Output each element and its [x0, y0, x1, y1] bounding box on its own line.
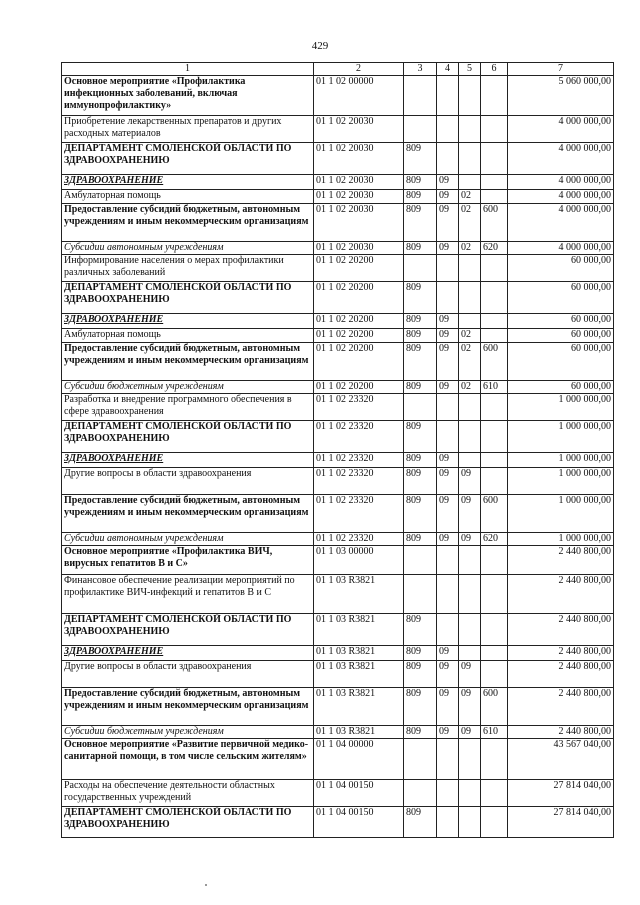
- expense-type-code: [481, 394, 508, 421]
- section-code: 09: [437, 242, 459, 255]
- section-code: [437, 255, 459, 282]
- department-code: 809: [404, 726, 437, 739]
- section-code: [437, 394, 459, 421]
- expense-type-code: 610: [481, 381, 508, 394]
- table-row: [62, 726, 614, 739]
- target-article-code: 01 1 03 R3821: [314, 688, 404, 726]
- department-code: 809: [404, 614, 437, 646]
- department-code: 809: [404, 495, 437, 533]
- target-article-code: 01 1 03 R3821: [314, 726, 404, 739]
- department-code: 809: [404, 688, 437, 726]
- table-row: [62, 76, 614, 116]
- row-label: ДЕПАРТАМЕНТ СМОЛЕНСКОЙ ОБЛАСТИ ПО ЗДРАВООХРАНЕНИЮ: [62, 282, 314, 314]
- column-header: 2: [314, 63, 404, 76]
- section-code: [437, 546, 459, 575]
- target-article-code: 01 1 02 20030: [314, 175, 404, 190]
- section-code: [437, 739, 459, 780]
- section-code: [437, 143, 459, 175]
- section-code: 09: [437, 343, 459, 381]
- department-code: 809: [404, 329, 437, 343]
- row-label: Амбулаторная помощь: [62, 329, 314, 343]
- table-row: [62, 646, 614, 661]
- section-code: 09: [437, 661, 459, 688]
- row-label: Субсидии автономным учреждениям: [62, 242, 314, 255]
- table-row: [62, 453, 614, 468]
- department-code: 809: [404, 242, 437, 255]
- subsection-code: [459, 394, 481, 421]
- row-label: Предоставление субсидий бюджетным, автономным учреждениям и иным некоммерческим организациям: [62, 495, 314, 533]
- section-code: 09: [437, 175, 459, 190]
- target-article-code: 01 1 03 00000: [314, 546, 404, 575]
- table-row: [62, 242, 614, 255]
- amount: 4 000 000,00: [508, 116, 614, 143]
- subsection-code: [459, 546, 481, 575]
- table-row: [62, 495, 614, 533]
- section-code: 09: [437, 533, 459, 546]
- row-label: Финансовое обеспечение реализации мероприятий по профилактике ВИЧ-инфекций и гепатитов В и С: [62, 575, 314, 614]
- column-header: 5: [459, 63, 481, 76]
- amount: 2 440 800,00: [508, 614, 614, 646]
- subsection-code: 02: [459, 381, 481, 394]
- row-label: Разработка и внедрение программного обеспечения в сфере здравоохранения: [62, 394, 314, 421]
- target-article-code: 01 1 02 20200: [314, 314, 404, 329]
- budget-table: [61, 62, 614, 838]
- section-code: 09: [437, 190, 459, 204]
- expense-type-code: [481, 468, 508, 495]
- amount: 43 567 040,00: [508, 739, 614, 780]
- amount: 4 000 000,00: [508, 175, 614, 190]
- department-code: 809: [404, 190, 437, 204]
- row-label: Информирование населения о мерах профилактики различных заболеваний: [62, 255, 314, 282]
- target-article-code: 01 1 02 20030: [314, 204, 404, 242]
- table-row: [62, 394, 614, 421]
- amount: 4 000 000,00: [508, 242, 614, 255]
- section-code: 09: [437, 329, 459, 343]
- table-row: [62, 381, 614, 394]
- table-body: [62, 63, 614, 838]
- target-article-code: 01 1 03 R3821: [314, 575, 404, 614]
- subsection-code: 09: [459, 726, 481, 739]
- department-code: 809: [404, 807, 437, 838]
- amount: 2 440 800,00: [508, 726, 614, 739]
- department-code: 809: [404, 343, 437, 381]
- section-code: 09: [437, 381, 459, 394]
- subsection-code: [459, 314, 481, 329]
- expense-type-code: [481, 190, 508, 204]
- expense-type-code: [481, 143, 508, 175]
- expense-type-code: [481, 76, 508, 116]
- expense-type-code: [481, 175, 508, 190]
- section-code: 09: [437, 204, 459, 242]
- target-article-code: 01 1 02 00000: [314, 76, 404, 116]
- target-article-code: 01 1 04 00000: [314, 739, 404, 780]
- expense-type-code: 620: [481, 533, 508, 546]
- expense-type-code: [481, 546, 508, 575]
- table-row: [62, 329, 614, 343]
- amount: 2 440 800,00: [508, 575, 614, 614]
- row-label: Основное мероприятие «Профилактика инфекционных заболеваний, включая иммунопрофилактику»: [62, 76, 314, 116]
- expense-type-code: 620: [481, 242, 508, 255]
- row-label: Другие вопросы в области здравоохранения: [62, 661, 314, 688]
- table-row: [62, 314, 614, 329]
- target-article-code: 01 1 02 20030: [314, 190, 404, 204]
- department-code: 809: [404, 453, 437, 468]
- row-label: Расходы на обеспечение деятельности областных государственных учреждений: [62, 780, 314, 807]
- department-code: 809: [404, 314, 437, 329]
- column-header: 4: [437, 63, 459, 76]
- department-code: 809: [404, 646, 437, 661]
- department-code: 809: [404, 204, 437, 242]
- department-code: 809: [404, 175, 437, 190]
- expense-type-code: [481, 614, 508, 646]
- section-code: 09: [437, 468, 459, 495]
- subsection-code: [459, 255, 481, 282]
- department-code: 809: [404, 533, 437, 546]
- amount: 60 000,00: [508, 343, 614, 381]
- subsection-code: [459, 807, 481, 838]
- subsection-code: [459, 175, 481, 190]
- amount: 2 440 800,00: [508, 546, 614, 575]
- table-row: [62, 780, 614, 807]
- table-row: [62, 614, 614, 646]
- row-label: ЗДРАВООХРАНЕНИЕ: [62, 175, 314, 190]
- subsection-code: [459, 575, 481, 614]
- expense-type-code: 610: [481, 726, 508, 739]
- section-code: [437, 807, 459, 838]
- amount: 4 000 000,00: [508, 143, 614, 175]
- section-code: [437, 116, 459, 143]
- table-row: [62, 175, 614, 190]
- section-code: 09: [437, 688, 459, 726]
- amount: 60 000,00: [508, 329, 614, 343]
- column-header: 6: [481, 63, 508, 76]
- section-code: 09: [437, 495, 459, 533]
- table-row: [62, 739, 614, 780]
- target-article-code: 01 1 02 23320: [314, 394, 404, 421]
- table-row: [62, 546, 614, 575]
- section-code: [437, 614, 459, 646]
- table-row: [62, 688, 614, 726]
- amount: 27 814 040,00: [508, 780, 614, 807]
- amount: 60 000,00: [508, 255, 614, 282]
- target-article-code: 01 1 02 20030: [314, 242, 404, 255]
- subsection-code: 09: [459, 533, 481, 546]
- section-code: 09: [437, 726, 459, 739]
- row-label: ЗДРАВООХРАНЕНИЕ: [62, 646, 314, 661]
- target-article-code: 01 1 02 20200: [314, 343, 404, 381]
- table-row: [62, 116, 614, 143]
- row-label: Субсидии автономным учреждениям: [62, 533, 314, 546]
- expense-type-code: [481, 314, 508, 329]
- department-code: 809: [404, 661, 437, 688]
- expense-type-code: 600: [481, 495, 508, 533]
- column-header: 1: [62, 63, 314, 76]
- table-row: [62, 421, 614, 453]
- subsection-code: [459, 116, 481, 143]
- scan-speck: [205, 884, 207, 886]
- subsection-code: 09: [459, 468, 481, 495]
- expense-type-code: [481, 255, 508, 282]
- expense-type-code: [481, 453, 508, 468]
- amount: 1 000 000,00: [508, 533, 614, 546]
- department-code: [404, 255, 437, 282]
- target-article-code: 01 1 03 R3821: [314, 646, 404, 661]
- row-label: Основное мероприятие «Развитие первичной медико-санитарной помощи, в том числе сельским жителям»: [62, 739, 314, 780]
- section-code: 09: [437, 314, 459, 329]
- page-number: 429: [311, 40, 329, 52]
- section-code: [437, 575, 459, 614]
- expense-type-code: [481, 739, 508, 780]
- department-code: [404, 739, 437, 780]
- amount: 2 440 800,00: [508, 661, 614, 688]
- table-row: [62, 468, 614, 495]
- amount: 60 000,00: [508, 282, 614, 314]
- target-article-code: 01 1 04 00150: [314, 780, 404, 807]
- subsection-code: [459, 76, 481, 116]
- target-article-code: 01 1 03 R3821: [314, 661, 404, 688]
- target-article-code: 01 1 02 20030: [314, 143, 404, 175]
- amount: 4 000 000,00: [508, 204, 614, 242]
- table-row: [62, 533, 614, 546]
- expense-type-code: 600: [481, 688, 508, 726]
- subsection-code: [459, 282, 481, 314]
- table-row: [62, 343, 614, 381]
- expense-type-code: [481, 807, 508, 838]
- amount: 1 000 000,00: [508, 421, 614, 453]
- department-code: 809: [404, 282, 437, 314]
- target-article-code: 01 1 02 23320: [314, 421, 404, 453]
- department-code: 809: [404, 468, 437, 495]
- amount: 1 000 000,00: [508, 394, 614, 421]
- target-article-code: 01 1 02 20200: [314, 329, 404, 343]
- expense-type-code: [481, 116, 508, 143]
- section-code: [437, 282, 459, 314]
- amount: 2 440 800,00: [508, 688, 614, 726]
- target-article-code: 01 1 02 20200: [314, 381, 404, 394]
- section-code: [437, 76, 459, 116]
- department-code: [404, 546, 437, 575]
- table-header-row: [62, 63, 614, 76]
- section-code: [437, 780, 459, 807]
- expense-type-code: [481, 575, 508, 614]
- amount: 1 000 000,00: [508, 453, 614, 468]
- expense-type-code: [481, 661, 508, 688]
- row-label: ДЕПАРТАМЕНТ СМОЛЕНСКОЙ ОБЛАСТИ ПО ЗДРАВООХРАНЕНИЮ: [62, 614, 314, 646]
- expense-type-code: [481, 780, 508, 807]
- amount: 2 440 800,00: [508, 646, 614, 661]
- row-label: Предоставление субсидий бюджетным, автономным учреждениям и иным некоммерческим организациям: [62, 343, 314, 381]
- column-header: 3: [404, 63, 437, 76]
- section-code: 09: [437, 646, 459, 661]
- subsection-code: 02: [459, 329, 481, 343]
- expense-type-code: [481, 646, 508, 661]
- row-label: Основное мероприятие «Профилактика ВИЧ, вирусных гепатитов В и С»: [62, 546, 314, 575]
- subsection-code: [459, 421, 481, 453]
- row-label: Другие вопросы в области здравоохранения: [62, 468, 314, 495]
- table-row: [62, 575, 614, 614]
- row-label: ЗДРАВООХРАНЕНИЕ: [62, 314, 314, 329]
- expense-type-code: 600: [481, 204, 508, 242]
- subsection-code: 02: [459, 343, 481, 381]
- table-row: [62, 190, 614, 204]
- amount: 60 000,00: [508, 381, 614, 394]
- subsection-code: [459, 646, 481, 661]
- expense-type-code: [481, 421, 508, 453]
- department-code: 809: [404, 421, 437, 453]
- subsection-code: [459, 780, 481, 807]
- subsection-code: 09: [459, 688, 481, 726]
- expense-type-code: 600: [481, 343, 508, 381]
- target-article-code: 01 1 02 20200: [314, 282, 404, 314]
- expense-type-code: [481, 329, 508, 343]
- target-article-code: 01 1 02 23320: [314, 533, 404, 546]
- target-article-code: 01 1 03 R3821: [314, 614, 404, 646]
- expense-type-code: [481, 282, 508, 314]
- section-code: 09: [437, 453, 459, 468]
- subsection-code: [459, 143, 481, 175]
- amount: 27 814 040,00: [508, 807, 614, 838]
- subsection-code: [459, 453, 481, 468]
- department-code: 809: [404, 143, 437, 175]
- department-code: [404, 116, 437, 143]
- amount: 4 000 000,00: [508, 190, 614, 204]
- row-label: ДЕПАРТАМЕНТ СМОЛЕНСКОЙ ОБЛАСТИ ПО ЗДРАВООХРАНЕНИЮ: [62, 807, 314, 838]
- target-article-code: 01 1 02 20200: [314, 255, 404, 282]
- column-header: 7: [508, 63, 614, 76]
- amount: 60 000,00: [508, 314, 614, 329]
- row-label: Субсидии бюджетным учреждениям: [62, 726, 314, 739]
- subsection-code: [459, 739, 481, 780]
- row-label: ДЕПАРТАМЕНТ СМОЛЕНСКОЙ ОБЛАСТИ ПО ЗДРАВООХРАНЕНИЮ: [62, 143, 314, 175]
- subsection-code: [459, 614, 481, 646]
- department-code: [404, 76, 437, 116]
- subsection-code: 09: [459, 495, 481, 533]
- amount: 5 060 000,00: [508, 76, 614, 116]
- subsection-code: 02: [459, 242, 481, 255]
- row-label: Субсидии бюджетным учреждениям: [62, 381, 314, 394]
- department-code: [404, 780, 437, 807]
- department-code: [404, 575, 437, 614]
- amount: 1 000 000,00: [508, 495, 614, 533]
- department-code: 809: [404, 381, 437, 394]
- target-article-code: 01 1 02 23320: [314, 453, 404, 468]
- target-article-code: 01 1 02 23320: [314, 468, 404, 495]
- target-article-code: 01 1 02 20030: [314, 116, 404, 143]
- table-row: [62, 204, 614, 242]
- section-code: [437, 421, 459, 453]
- row-label: Предоставление субсидий бюджетным, автономным учреждениям и иным некоммерческим организациям: [62, 688, 314, 726]
- subsection-code: 02: [459, 204, 481, 242]
- amount: 1 000 000,00: [508, 468, 614, 495]
- row-label: Приобретение лекарственных препаратов и других расходных материалов: [62, 116, 314, 143]
- table-row: [62, 143, 614, 175]
- table-row: [62, 661, 614, 688]
- row-label: ЗДРАВООХРАНЕНИЕ: [62, 453, 314, 468]
- row-label: Амбулаторная помощь: [62, 190, 314, 204]
- row-label: Предоставление субсидий бюджетным, автономным учреждениям и иным некоммерческим организациям: [62, 204, 314, 242]
- department-code: [404, 394, 437, 421]
- table-row: [62, 282, 614, 314]
- row-label: ДЕПАРТАМЕНТ СМОЛЕНСКОЙ ОБЛАСТИ ПО ЗДРАВООХРАНЕНИЮ: [62, 421, 314, 453]
- target-article-code: 01 1 04 00150: [314, 807, 404, 838]
- subsection-code: 09: [459, 661, 481, 688]
- table-row: [62, 255, 614, 282]
- target-article-code: 01 1 02 23320: [314, 495, 404, 533]
- table-row: [62, 807, 614, 838]
- subsection-code: 02: [459, 190, 481, 204]
